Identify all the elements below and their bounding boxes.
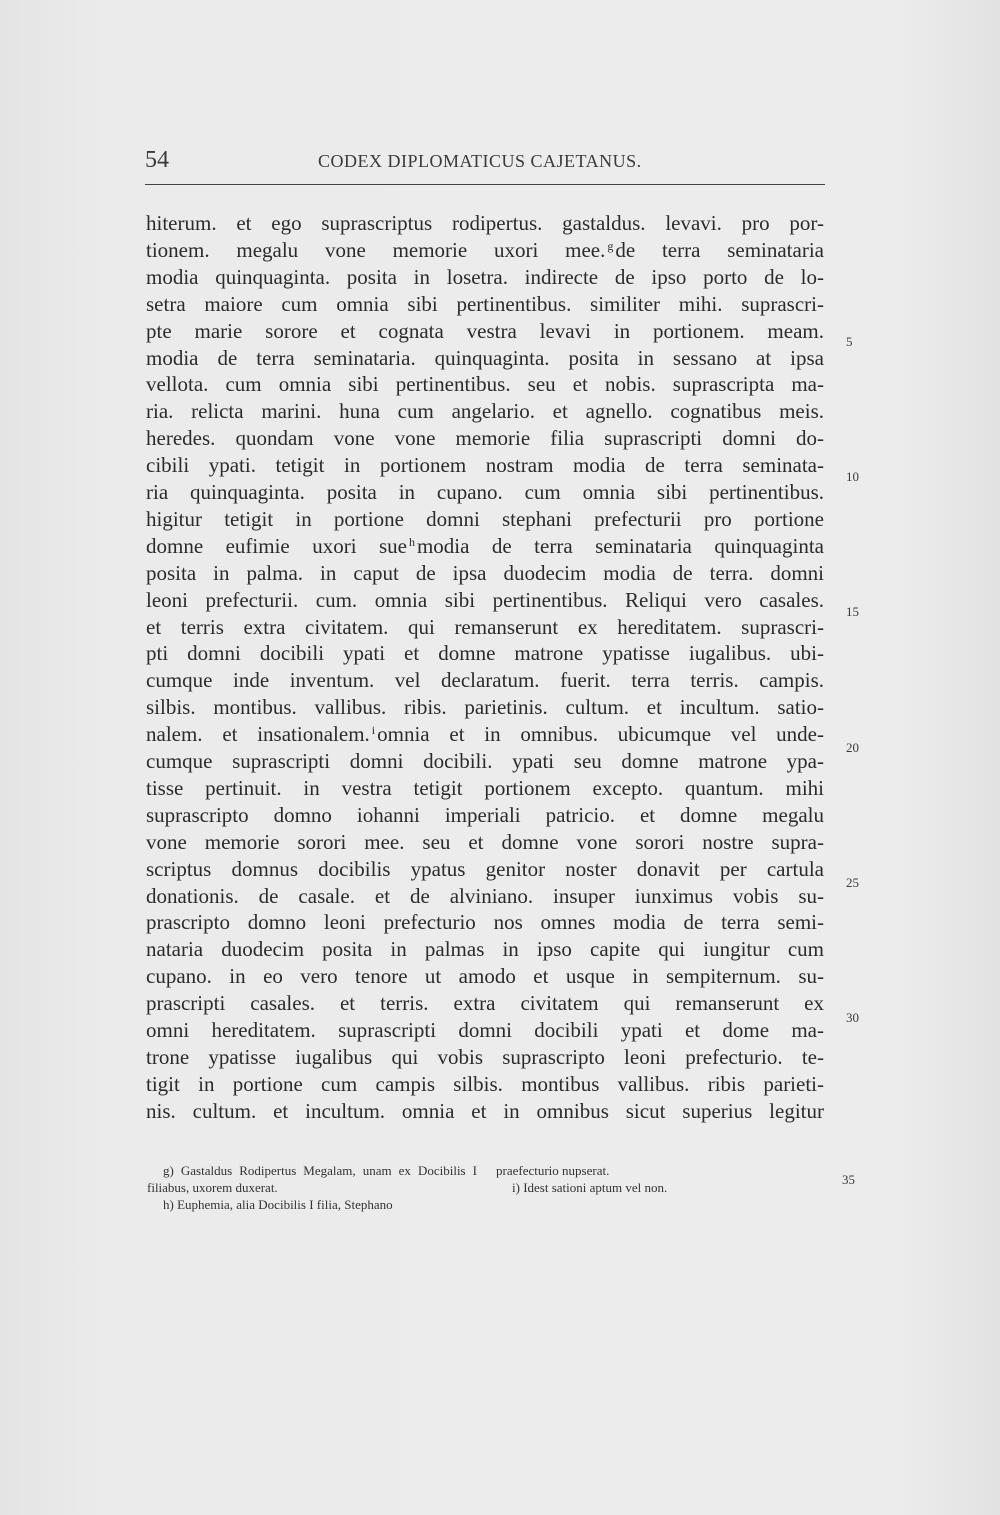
header-rule [145,184,825,185]
text-line: scriptus domnus docibilis ypatus genitor noster donavit per cartula [146,857,824,881]
text-line: domne eufimie uxori sue $^h$modia de terra seminataria quinquaginta [146,534,824,558]
text-line: modia quinquaginta. posita in losetra. indirecte de ipso porto de lo- [146,265,824,289]
line-number: 30 [846,1010,859,1025]
text-line: modia de terra seminataria. quinquaginta. posita in sessano at ipsa [146,346,824,370]
text-line: silbis. montibus. vallibus. ribis. parietinis. cultum. et incultum. satio- [146,695,824,719]
text-line: hiterum. et ego suprascriptus rodipertus. gastaldus. levavi. pro por- [146,211,824,235]
line-number: 15 [846,604,859,619]
line-number: 20 [846,740,859,755]
footnote: praefecturio nupserat. [496,1163,610,1178]
footnote: i) Idest sationi aptum vel non. [512,1180,668,1195]
line-number: 35 [842,1172,855,1187]
text-line: suprascripto domno iohanni imperiali patricio. et domne megalu [146,803,824,827]
text-line: pte marie sorore et cognata vestra levavi in portionem. meam. [146,319,824,343]
text-line: nis. cultum. et incultum. omnia et in omnibus sicut superius legitur [146,1099,824,1123]
text-line: cupano. in eo vero tenore ut amodo et usque in sempiternum. su- [146,964,824,988]
text-line: ria quinquaginta. posita in cupano. cum omnia sibi pertinentibus. [146,480,824,504]
text-line: tisse pertinuit. in vestra tetigit portionem excepto. quantum. mihi [146,776,824,800]
text-line: vone memorie sorori mee. seu et domne vone sorori nostre supra- [146,830,824,854]
footnotes-left-column [147,1162,477,1213]
text-line: donationis. de casale. et de alviniano. insuper iunximus vobis su- [146,884,824,908]
text-line: setra maiore cum omnia sibi pertinentibus. similiter mihi. suprascri- [146,292,824,316]
text-line: nalem. et insationalem. $^i$omnia et in omnibus. ubicumque vel unde- [146,722,824,746]
footnote-mark: h [408,535,415,549]
text-line: heredes. quondam vone vone memorie filia suprascripti domni do- [146,426,824,450]
text-line: cibili ypati. tetigit in portionem nostram modia de terra seminata- [146,453,824,477]
text-line: cumque suprascripti domni docibili. ypati seu domne matrone ypa- [146,749,824,773]
footnote: h) Euphemia, alia Docibilis I filia, Stephano [163,1197,393,1212]
text-line: tionem. megalu vone memorie uxori mee. $^g$de terra seminataria [146,238,824,262]
text-line: ria. relicta marini. huna cum angelario. et agnello. cognatibus meis. [146,399,824,423]
text-line: posita in palma. in caput de ipsa duodecim modia de terra. domni [146,561,824,585]
footnotes-right-column [496,1162,796,1196]
footnote-mark: g [607,239,614,253]
footnote-mark: i [371,723,376,737]
text-line: prascripti casales. et terris. extra civitatem qui remanserunt ex [146,991,824,1015]
running-title: CODEX DIPLOMATICUS CAJETANUS. [318,151,642,171]
line-number: 10 [846,469,859,484]
text-line: tigit in portione cum campis silbis. montibus vallibus. ribis parieti- [146,1072,824,1096]
page-number: 54 [145,147,169,173]
text-line: pti domni docibili ypati et domne matrone ypatisse iugalibus. ubi- [146,641,824,665]
footnote: g) Gastaldus Rodipertus Megalam, unam ex Docibilis I filiabus, uxorem duxerat. [147,1163,477,1195]
line-number: 5 [846,334,853,349]
text-line: higitur tetigit in portione domni stephani prefecturii pro portione [146,507,824,531]
text-line: omni hereditatem. suprascripti domni docibili ypati et dome ma- [146,1018,824,1042]
text-line: nataria duodecim posita in palmas in ipso capite qui iungitur cum [146,937,824,961]
text-line: prascripto domno leoni prefecturio nos omnes modia de terra semi- [146,910,824,934]
text-line: et terris extra civitatem. qui remanserunt ex hereditatem. suprascri- [146,615,824,639]
line-number: 25 [846,875,859,890]
text-line: vellota. cum omnia sibi pertinentibus. seu et nobis. suprascripta ma- [146,372,824,396]
text-line: leoni prefecturii. cum. omnia sibi pertinentibus. Reliqui vero casales. [146,588,824,612]
text-line: cumque inde inventum. vel declaratum. fuerit. terra terris. campis. [146,668,824,692]
text-line: trone ypatisse iugalibus qui vobis suprascripto leoni prefecturio. te- [146,1045,824,1069]
